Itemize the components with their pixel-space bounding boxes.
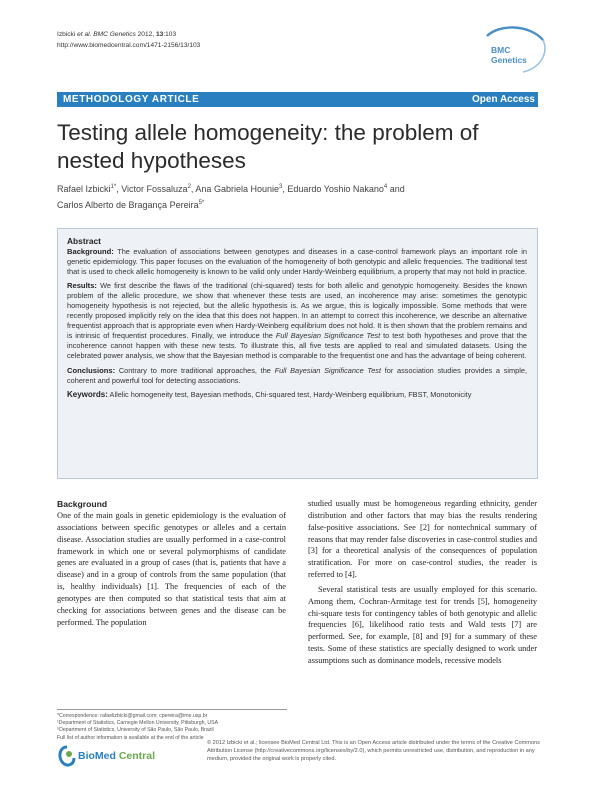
body-paragraph: studied usually must be homogeneous regarding ethnicity, gender distribution and other factors that may bias the results rendering false-positive associations. See [2] for nontechnical summary of reasons that may render false discoveries in case-control studies and [3] for a theoretical analysis of the consequences of population stratification. For more on case-control studies, the reader is referred to [4]. [308, 499, 537, 580]
article-banner [57, 92, 538, 107]
affiliation-note: ⁵Department of Statistics, University of São Paulo, São Paulo, Brazil [57, 727, 214, 734]
footnotes [57, 713, 287, 742]
abstract-heading: Abstract [67, 236, 101, 246]
footnote-divider [57, 709, 287, 710]
author-line-1 [57, 180, 537, 196]
abstract-results [67, 281, 527, 361]
citation-year: 2012, [135, 31, 156, 38]
background-text: The evaluation of associations between genotypes and diseases in a case-control framework plays an important role in genetic epidemiology. This paper focuses on the evaluation of the homogeneity of both genotypic and allelic frequencies. The traditional test that is used to check allelic homogeneity is known to be valid only under Hardy-Weinberg equilibrium, a property that may not hold in practice. [67, 247, 527, 277]
bmc-logo-swirl-icon [479, 26, 549, 76]
author-name[interactable]: , Ana Gabriela Hounie [190, 184, 279, 194]
author-affiliation: 4 [383, 184, 388, 190]
body-column-right [308, 498, 537, 667]
body-column-left [57, 498, 286, 628]
central-text: Central [115, 750, 156, 762]
bmc-genetics-logo [479, 26, 549, 76]
article-url[interactable]: http://www.biomedcentral.com/1471-2156/13/103 [57, 41, 201, 49]
biomed-central-text [78, 750, 155, 762]
abstract-keywords [67, 390, 527, 400]
author-affiliation: 5* [198, 200, 205, 206]
logo-genetics-text: Genetics [491, 55, 527, 65]
keywords-text: Allelic homogeneity test, Bayesian methods, Chi-squared test, Hardy-Weinberg equilibrium, FBST, Monotonicity [107, 389, 472, 399]
abstract-background [67, 247, 527, 277]
author-name[interactable]: , Eduardo Yoshio Nakano [282, 184, 384, 194]
citation-line [57, 30, 200, 41]
conclusions-text: Contrary to more traditional approaches, the [115, 365, 275, 375]
background-label: Background: [67, 247, 114, 256]
abstract-conclusions [67, 366, 527, 386]
author-list [57, 180, 537, 212]
author-line-2 [57, 196, 537, 212]
body-paragraph: One of the main goals in genetic epidemiology is the evaluation of associations between specific genotypes or alleles and a certain disease. Association studies are usually performed in a case-control framework in which one or several polymorphisms of candidate genes are evaluated in a group of cases (that is, patients that have a disease) and in a group of controls from the same population (that is, healthy individuals) [1]. The frequencies of each of the genotypes are then computed so that statistical tests that aim at checking for associations between genes and the disease can be performed. The population [57, 511, 286, 627]
affiliation-note: ¹Department of Statistics, Carnegie Mellon University, Pittsburgh, USA [57, 720, 219, 727]
section-heading-background: Background [57, 499, 108, 509]
author-name[interactable]: Carlos Alberto de Bragança Pereira [57, 200, 199, 210]
article-type: METHODOLOGY ARTICLE [63, 94, 200, 105]
author-name[interactable]: Rafael Izbicki [57, 184, 111, 194]
author-info-note: Full list of author information is available at the end of the article [57, 734, 204, 741]
citation-page: :103 [163, 31, 177, 38]
correspondence-note: *Correspondence: rafaelizbicki@gmail.com; cpereira@ime.usp.br [57, 713, 208, 719]
paper-title: Testing allele homogeneity: the problem of nested hypotheses [57, 120, 479, 173]
citation-etal: et al. [77, 31, 92, 38]
author-conjunction: and [387, 184, 405, 194]
citation-journal: BMC Genetics [91, 31, 136, 38]
results-label: Results: [67, 281, 97, 291]
body-paragraph: Several statistical tests are usually employed for this scenario. Among them, Cochran-Armitage test for trends [5], homogeneity chi-square tests for contingency tables of both genotypic and allelic frequencies [6], likelihood ratio tests and Wald tests [7] are performed. See, for example, [8] and [9] for a summary of these tests. Some of these statistics are specially designed to work under assumptions such as dominance models, recessive models [308, 584, 537, 665]
open-access-label: Open Access [472, 94, 535, 105]
author-affiliation: 2 [187, 184, 191, 190]
results-text: We first describe the flaws of the traditional (chi-squared) tests for both allelic and genotypic homogeneity. Besides the known problem of the allelic procedure, we show that whenever these tests are used, an incoherence may arise: sometimes the genotypic homogeneity hypothesis is not rejected, but the allelic hypothesis is. As we argue, this is logically impossible. Some methods that were recently proposed implicitly rely on the idea that this does not happen. In an attempt to correct this incoherence, we describe an alternative frequentist approach that is appropriate even when Hardy-Weinberg equilibrium does not hold. It is then shown that the problem remains and is intrinsic of frequentist procedures. Finally, we introduce the [67, 281, 527, 341]
biomed-central-swirl-icon [57, 744, 77, 770]
author-affiliation: 3 [278, 184, 283, 190]
logo-bmc-text: BMC [491, 45, 511, 55]
abstract-box [57, 228, 538, 479]
author-affiliation: 1* [110, 184, 117, 190]
conclusions-italic: Full Bayesian Significance Test [274, 365, 382, 375]
biomed-central-logo [57, 744, 157, 774]
author-name[interactable]: , Victor Fossaluza [116, 184, 188, 194]
results-italic: Full Bayesian Significance Test [275, 331, 381, 341]
results-text-cont: to test both hypotheses and prove that the incoherence cannot happen with these new tests. To illustrate this, all five tests are applied to real and simulated datasets. Using the celebrated power analysis, we show that the Bayesian method is comparable to the frequentist one and has the advantage of being coherent. [67, 331, 528, 361]
biomed-text: BioMed [78, 750, 116, 762]
conclusions-label: Conclusions: [67, 365, 116, 375]
citation-volume: 13 [155, 31, 164, 38]
keywords-label: Keywords: [67, 389, 108, 399]
citation-header [57, 30, 200, 51]
conclusions-text-cont: for association studies provides a simple, coherent and powerful tool for detecting associations. [67, 365, 527, 385]
license-text: © 2012 Izbicki et al.; licensee BioMed Central Ltd. This is an Open Access article distributed under the terms of the Creative Commons Attribution License (http://creativecommons.org/licenses/by/2.0), which permits unrestricted use, distribution, and reproduction in any medium, provided the original work is properly cited. [207, 740, 540, 762]
citation-author: Izbicki [57, 31, 78, 38]
